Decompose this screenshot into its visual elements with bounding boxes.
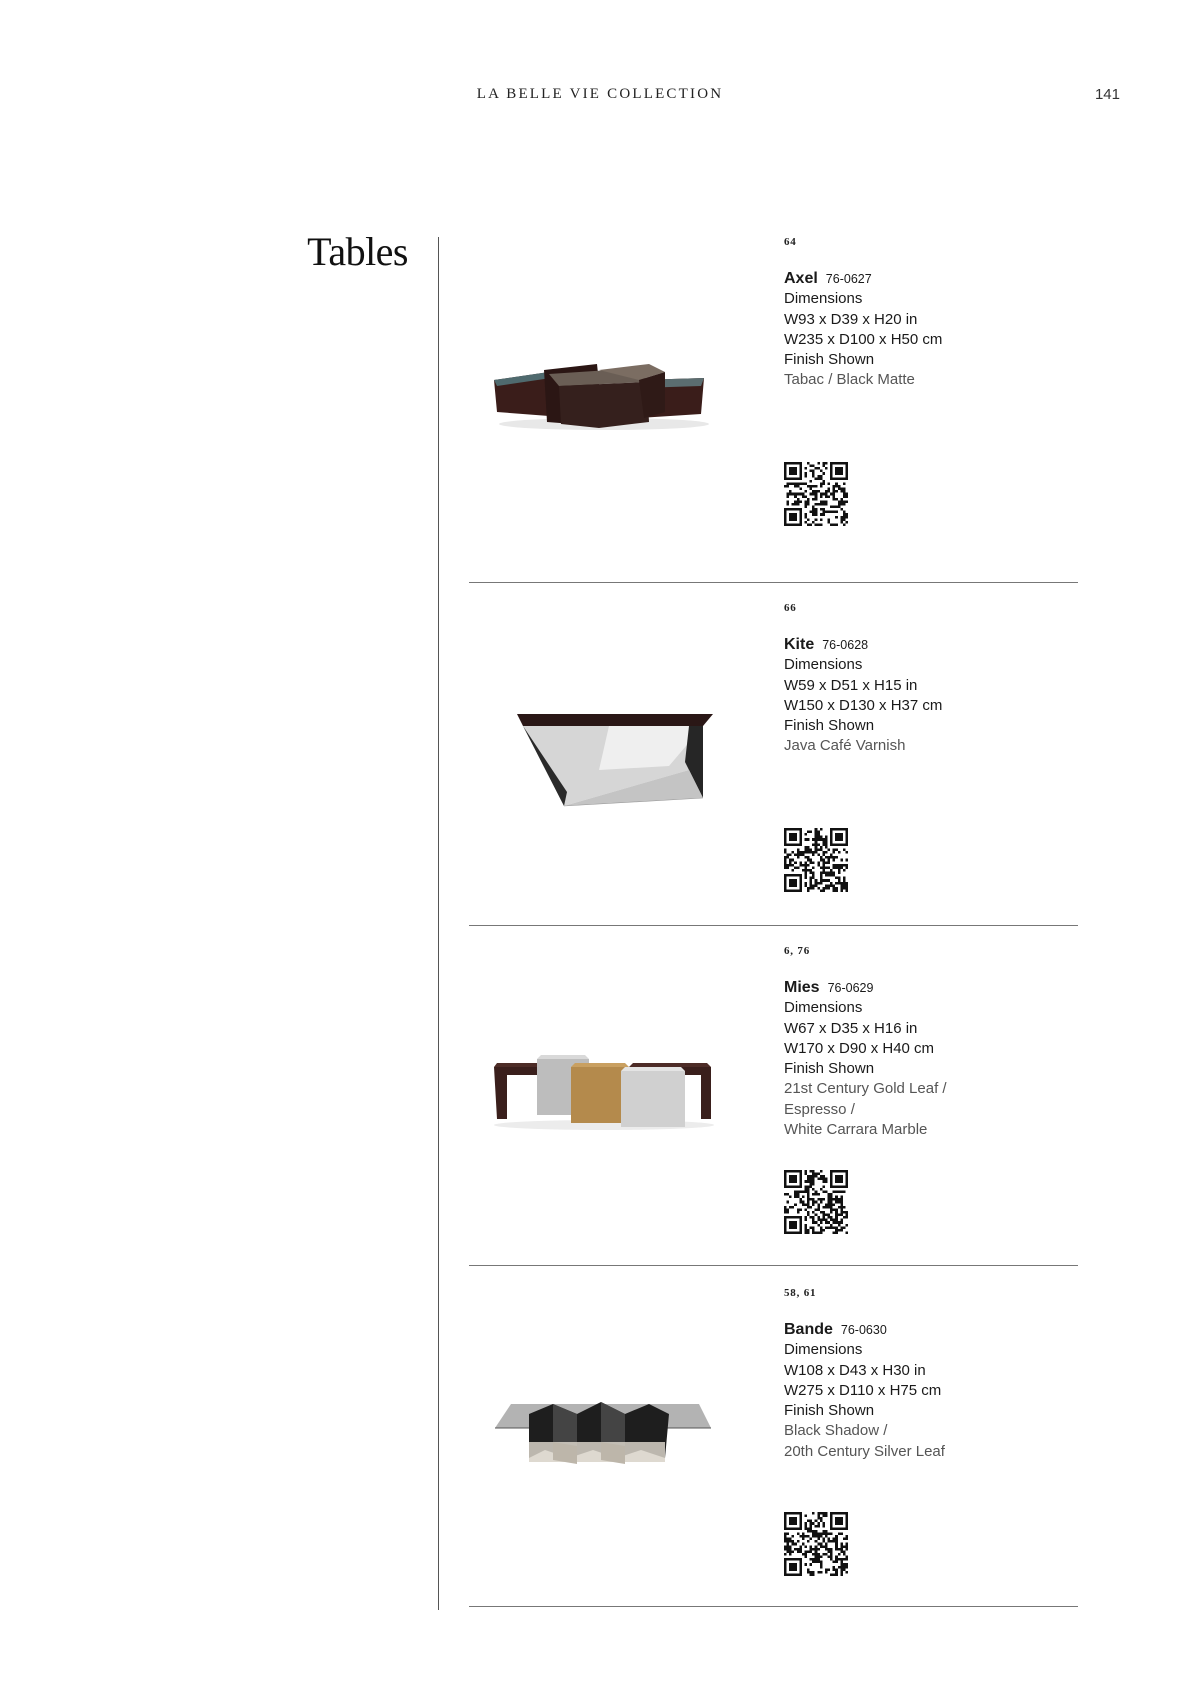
qr-code[interactable] — [784, 828, 848, 892]
divider-line — [469, 1606, 1078, 1607]
qr-code[interactable] — [784, 462, 848, 526]
dimensions-label: Dimensions — [784, 1341, 863, 1359]
product-bande — [469, 1284, 1078, 1604]
reference-pages: 66 — [784, 602, 797, 614]
dimensions-label: Dimensions — [784, 999, 863, 1017]
dimensions-cm: W275 x D110 x H75 cm — [784, 1381, 942, 1399]
finish-value: Black Shadow / — [784, 1422, 888, 1440]
product-info — [784, 941, 1084, 1140]
product-info — [784, 598, 1084, 757]
collection-title: LA BELLE VIE COLLECTION — [476, 86, 724, 102]
product-code: 76-0629 — [827, 981, 874, 995]
divider-line — [469, 1265, 1078, 1266]
dimensions-inches: W59 x D51 x H15 in — [784, 676, 918, 694]
qr-code[interactable] — [784, 1170, 848, 1234]
bande-table-photo — [489, 1394, 719, 1474]
reference-pages: 64 — [784, 236, 797, 248]
product-name: Axel — [784, 270, 818, 287]
divider-line — [469, 925, 1078, 926]
dimensions-inches: W93 x D39 x H20 in — [784, 310, 918, 328]
axel-table-photo — [489, 342, 719, 432]
product-code: 76-0628 — [822, 638, 869, 652]
dimensions-inches: W67 x D35 x H16 in — [784, 1019, 918, 1037]
reference-pages: 58, 61 — [784, 1287, 817, 1299]
finish-value: Espresso / — [784, 1100, 855, 1118]
kite-table-photo — [489, 710, 719, 820]
dimensions-label: Dimensions — [784, 290, 863, 308]
finish-value: White Carrara Marble — [784, 1121, 928, 1139]
product-info — [784, 1283, 1084, 1462]
product-code: 76-0627 — [825, 272, 872, 286]
qr-code[interactable] — [784, 1512, 848, 1576]
finish-value: 21st Century Gold Leaf / — [784, 1080, 947, 1098]
divider-line — [469, 582, 1078, 583]
dimensions-inches: W108 x D43 x H30 in — [784, 1361, 926, 1379]
dimensions-label: Dimensions — [784, 656, 863, 674]
product-mies — [469, 943, 1078, 1263]
section-title: Tables — [307, 229, 408, 274]
finish-label: Finish Shown — [784, 717, 875, 735]
finish-value: 20th Century Silver Leaf — [784, 1442, 945, 1460]
mies-table-photo — [489, 1053, 719, 1133]
product-name: Kite — [784, 636, 815, 653]
product-name: Mies — [784, 979, 820, 996]
reference-pages: 6, 76 — [784, 945, 810, 957]
page-number: 141 — [1094, 86, 1120, 103]
dimensions-cm: W235 x D100 x H50 cm — [784, 330, 943, 348]
dimensions-cm: W170 x D90 x H40 cm — [784, 1039, 935, 1057]
finish-label: Finish Shown — [784, 351, 875, 369]
finish-value: Tabac / Black Matte — [784, 371, 915, 389]
finish-label: Finish Shown — [784, 1402, 875, 1420]
product-code: 76-0630 — [840, 1323, 887, 1337]
product-name: Bande — [784, 1321, 833, 1338]
product-axel — [469, 232, 1078, 582]
finish-label: Finish Shown — [784, 1060, 875, 1078]
vertical-divider — [438, 237, 439, 1610]
product-info — [784, 232, 1084, 391]
product-kite — [469, 600, 1078, 920]
finish-value: Java Café Varnish — [784, 737, 906, 755]
dimensions-cm: W150 x D130 x H37 cm — [784, 696, 943, 714]
